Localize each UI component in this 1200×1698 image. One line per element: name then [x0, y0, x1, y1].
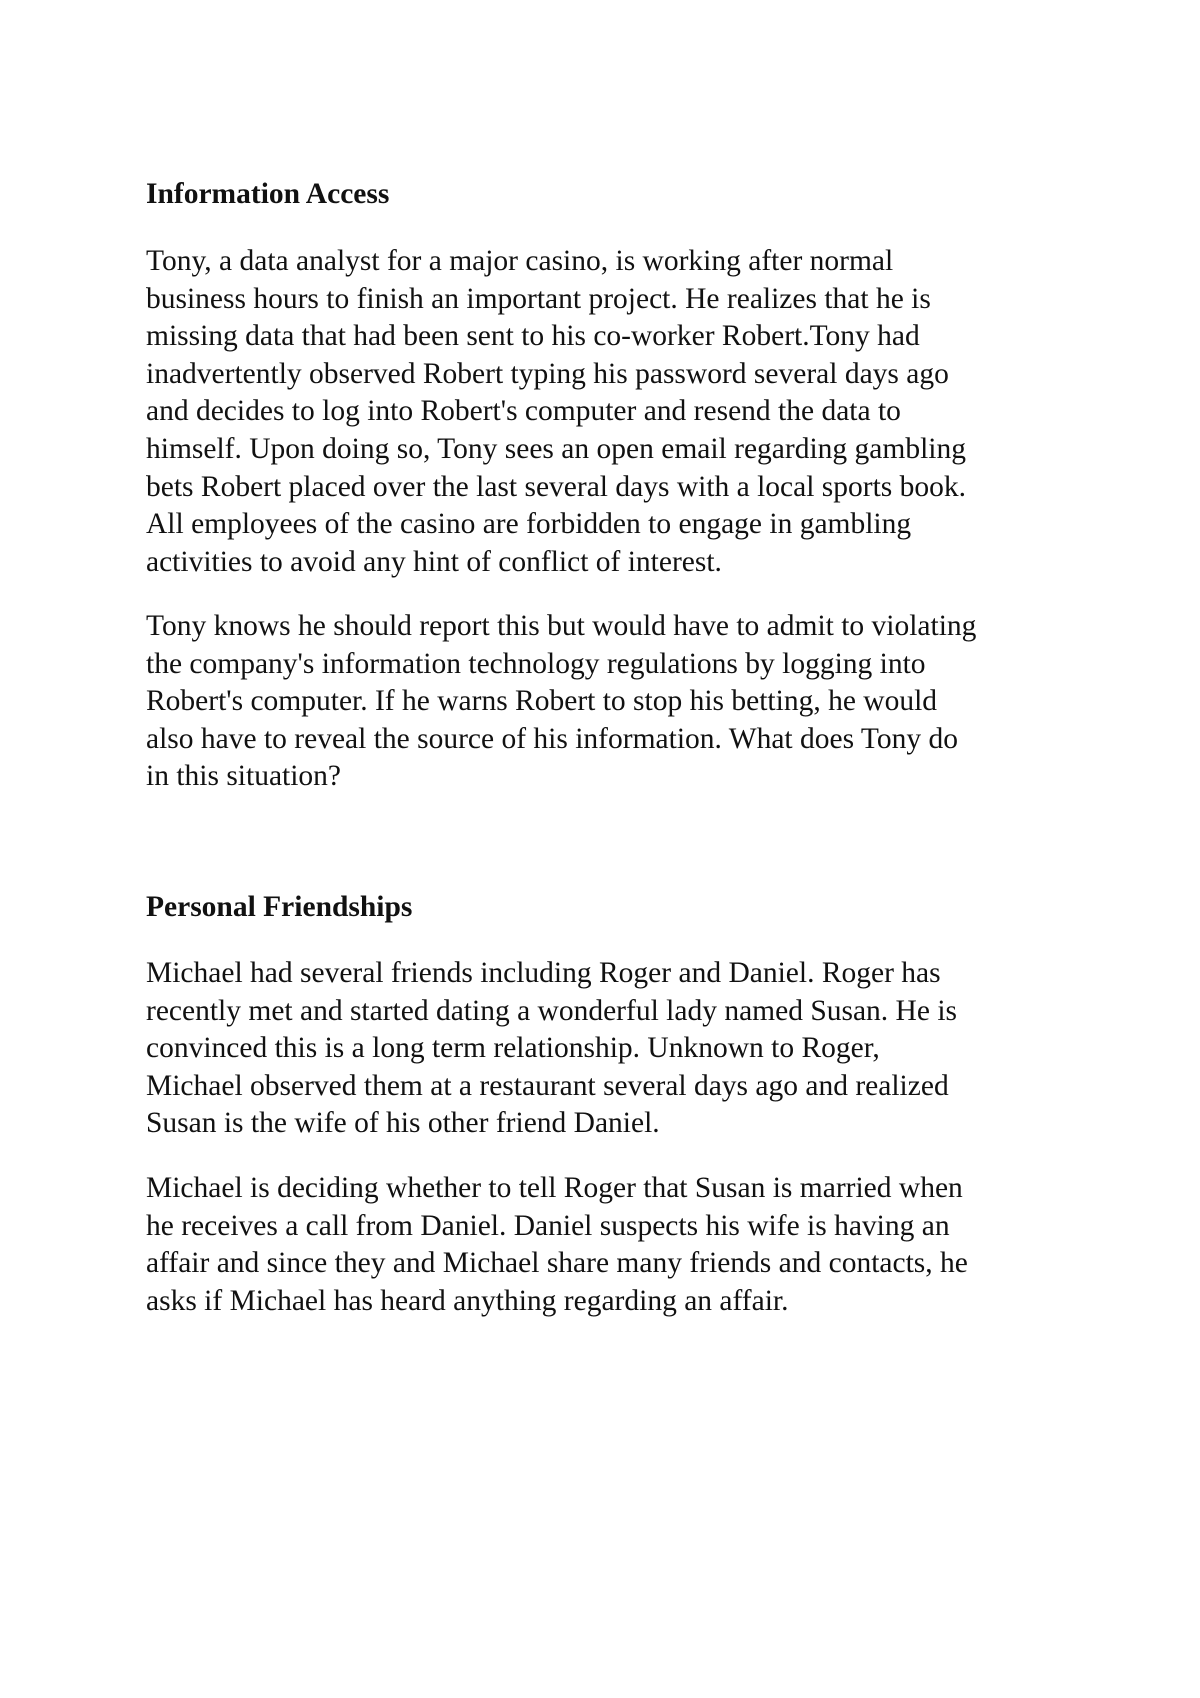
section-heading-information-access: Information Access — [146, 178, 390, 210]
paragraph-personal-friendships-1: Michael had several friends including Roger and Daniel. Roger has recently met and started dating a wonderful lady named Susan. He is convinced this is a long term relationship. Unknown to Roger, Michael observed them at a restaurant several days ago and realized Susan is the wife of his other friend Daniel. — [146, 957, 958, 1140]
paragraph-information-access-1: Tony, a data analyst for a major casino, is working after normal business hours to finish an important project. He realizes that he is missing data that had been sent to his co-worker Robert.Tony had inadvertently observed Robert typing his password several days ago and decides to log into Robert's computer and resend the data to himself. Upon doing so, Tony sees an open email regarding gambling bets Robert placed over the last several days with a local sports book. All employees of the casino are forbidden to engage in gambling activities to avoid any hint of conflict of interest. — [146, 245, 967, 578]
paragraph-information-access-2: Tony knows he should report this but would have to admit to violating the company's information technology regulations by logging into Robert's computer. If he warns Robert to stop his betting, he would also have to reveal the source of his information. What does Tony do in this situation? — [146, 610, 977, 793]
paragraph-personal-friendships-2: Michael is deciding whether to tell Roger that Susan is married when he receives a call from Daniel. Daniel suspects his wife is having an affair and since they and Michael share many friends and contacts, he asks if Michael has heard anything regarding an affair. — [146, 1172, 968, 1317]
section-heading-personal-friendships: Personal Friendships — [146, 891, 413, 923]
